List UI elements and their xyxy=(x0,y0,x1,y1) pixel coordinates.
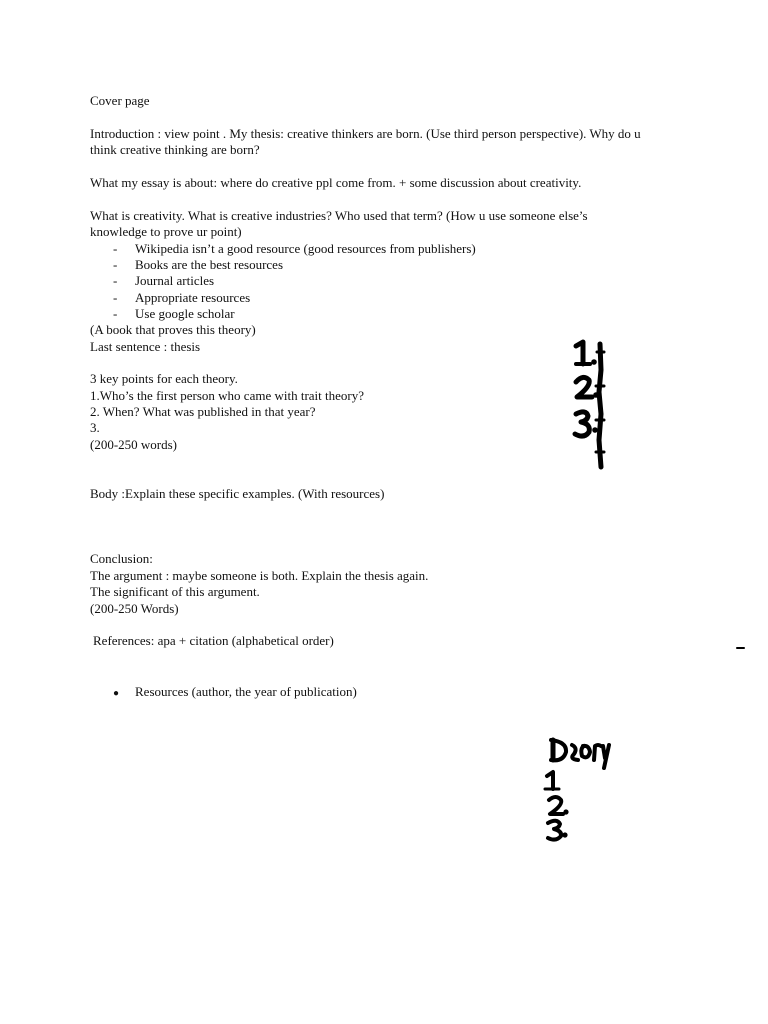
creativity-line-1: What is creativity. What is creative industries? Who used that term? (How u use someone else’s xyxy=(90,208,588,223)
references-line: References: apa + citation (alphabetical order) xyxy=(93,633,334,648)
body-line: Body :Explain these specific examples. (With resources) xyxy=(90,486,385,501)
intro-line-1: Introduction : view point . My thesis: creative thinkers are born. (Use third person perspective). Why do u xyxy=(90,126,641,141)
significant-line: The significant of this argument. xyxy=(90,584,260,599)
key-point-1: 1.Who’s the first person who came with trait theory? xyxy=(90,388,365,403)
book-note-line: (A book that proves this theory) xyxy=(90,322,256,337)
cover-heading: Cover page xyxy=(90,93,150,108)
dash-list-item: - Appropriate resources xyxy=(113,290,251,305)
argument-line: The argument : maybe someone is both. Explain the thesis again. xyxy=(90,568,429,583)
key-point-3: 3. xyxy=(90,420,100,435)
essay-about-line: What my essay is about: where do creative ppl come from. + some discussion about creativity. xyxy=(90,175,582,190)
word-count-1: (200-250 words) xyxy=(90,437,178,452)
dash-list-item: - Use google scholar xyxy=(113,306,235,321)
conclusion-heading: Conclusion: xyxy=(90,551,153,566)
word-count-2: (200-250 Words) xyxy=(90,601,179,616)
dash-list-item: - Wikipedia isn’t a good resource (good resources from publishers) xyxy=(113,241,476,256)
key-point-2: 2. When? What was published in that year? xyxy=(90,404,316,419)
dash-list-item: - Journal articles xyxy=(113,273,215,288)
bullet-list-item: ● Resources (author, the year of publication) xyxy=(113,684,357,699)
creativity-line-2: knowledge to prove ur point) xyxy=(90,224,242,239)
last-sentence-line: Last sentence : thesis xyxy=(90,339,201,354)
dash-list-item: - Books are the best resources xyxy=(113,257,284,272)
key-points-line: 3 key points for each theory. xyxy=(90,371,238,386)
intro-line-2: think creative thinking are born? xyxy=(90,142,260,157)
